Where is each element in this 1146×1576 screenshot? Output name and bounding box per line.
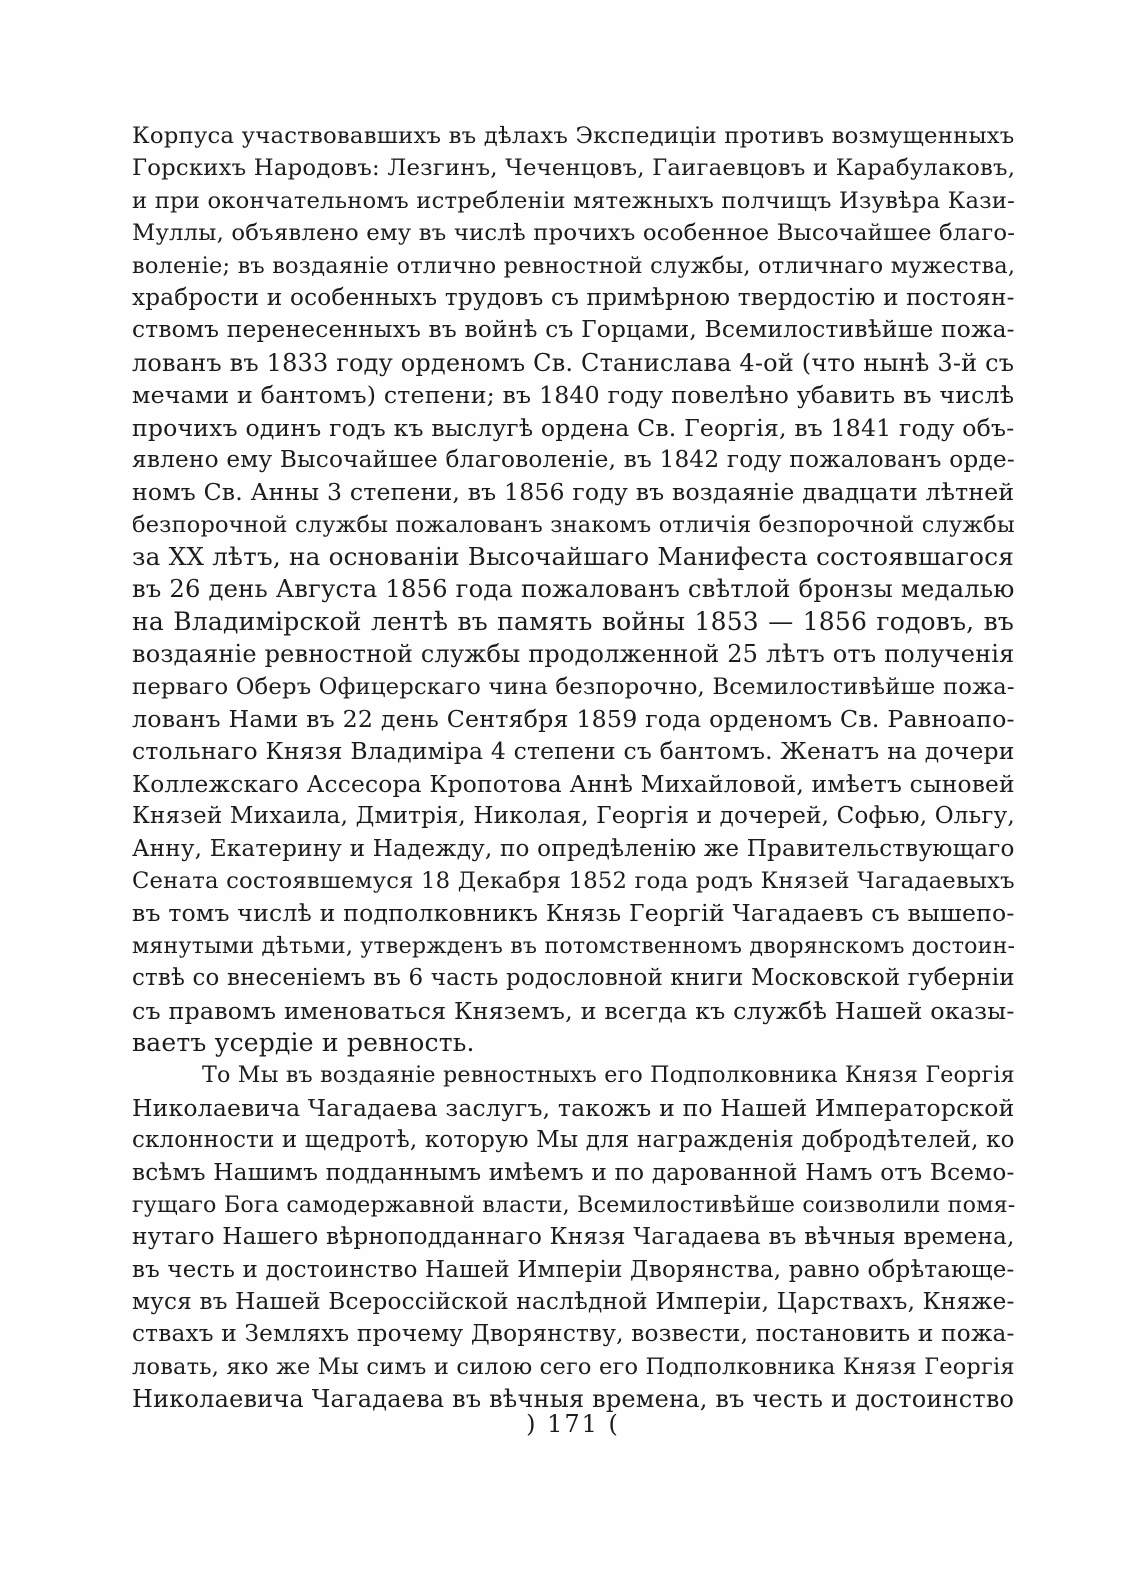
text-line: Николаевича Чагадаева въ вѣчныя времена, въ честь и достоинство bbox=[132, 1385, 1015, 1414]
text-line: прочихъ одинъ годъ къ выслугѣ ордена Св. Георгія, въ 1841 году объ- bbox=[132, 413, 1015, 442]
text-line: безпорочной службы пожалованъ знакомъ отличія безпорочной службы bbox=[132, 511, 1015, 538]
text-line: лованъ Нами въ 22 день Сентября 1859 года орденомъ Св. Равноапо- bbox=[132, 705, 1015, 734]
body-text bbox=[132, 120, 1014, 1416]
text-line: Корпуса участвовавшихъ въ дѣлахъ Экспедиціи противъ возмущенныхъ bbox=[132, 123, 1015, 149]
text-line: въ томъ числѣ и подполковникъ Князь Георгій Чагадаевъ съ вышепо- bbox=[132, 899, 1015, 928]
text-line: перваго Оберъ Офицерскаго чина безпорочно, Всемилостивѣйше пожа- bbox=[132, 673, 1015, 700]
text-line: Сената состоявшемуся 18 Декабря 1852 года родъ Князей Чагадаевыхъ bbox=[132, 867, 1015, 894]
text-line: лованъ въ 1833 году орденомъ Св. Станислава 4-ой (что нынѣ 3-й съ bbox=[132, 348, 1015, 377]
text-line: явлено ему Высочайшее благоволеніе, въ 1842 году пожалованъ орде- bbox=[132, 445, 1015, 473]
text-line: ловать, яко же Мы симъ и силою сего его Подполковника Князя Георгія bbox=[132, 1353, 1015, 1380]
text-line: гущаго Бога самодержавной власти, Всемилостивѣйше соизволили помя- bbox=[132, 1191, 1016, 1218]
text-line: нутаго Нашего вѣрноподданнаго Князя Чагадаева въ вѣчныя времена, bbox=[132, 1224, 1015, 1251]
text-line: храбрости и особенныхъ трудовъ съ примѣрною твердостію и постоян- bbox=[132, 284, 1015, 311]
text-line: всѣмъ Нашимъ подданнымъ имѣемъ и по дарованной Намъ отъ Всемо- bbox=[132, 1159, 1015, 1186]
text-line: Коллежскаго Ассесора Кропотова Аннѣ Михайловой, имѣетъ сыновей bbox=[132, 769, 1015, 798]
text-line: въ 26 день Августа 1856 года пожалованъ свѣтлой бронзы медалью bbox=[132, 575, 1015, 604]
text-line: ствомъ перенесенныхъ въ войнѣ съ Горцами, Всемилостивѣйше пожа- bbox=[132, 316, 1015, 344]
text-line: номъ Св. Анны 3 степени, въ 1856 году въ воздаяніе двадцати лѣтней bbox=[132, 478, 1015, 507]
text-line: ваетъ усердіе и ревность. bbox=[132, 1027, 475, 1057]
text-line: склонности и щедротѣ, которую Мы для награжденія добродѣтелей, ко bbox=[132, 1127, 1015, 1154]
text-line: Муллы, объявлено ему въ числѣ прочихъ особенное Высочайшее благо- bbox=[132, 220, 1016, 247]
text-line: Анну, Екатерину и Надежду, по опредѣленію же Правительствующаго bbox=[132, 835, 1015, 862]
text-line: мечами и бантомъ) степени; въ 1840 году повелѣно убавить въ числѣ bbox=[132, 381, 1015, 410]
text-line: муся въ Нашей Всероссійской наслѣдной Имперіи, Царствахъ, Княже- bbox=[132, 1289, 1015, 1316]
text-line: на Владимірской лентѣ въ память войны 1853 — 1856 годовъ, въ bbox=[132, 606, 1014, 636]
text-line: ствахъ и Земляхъ прочему Дворянству, возвести, постановить и пожа- bbox=[132, 1320, 1015, 1348]
page-number: ) 171 ( bbox=[526, 1410, 620, 1438]
text-line: стольнаго Князя Владиміра 4 степени съ бантомъ. Женатъ на дочери bbox=[132, 737, 1015, 766]
text-line: и при окончательномъ истребленіи мятежныхъ полчищъ Изувѣра Кази- bbox=[132, 187, 1015, 214]
text-line: воздаяніе ревностной службы продолженной 25 лѣтъ отъ полученія bbox=[132, 640, 1015, 669]
text-line: воленіе; въ воздаяніе отлично ревностной службы, отличнаго мужества, bbox=[132, 252, 1016, 279]
text-line: за XX лѣтъ, на основаніи Высочайшаго Манифеста состоявшагося bbox=[132, 542, 1014, 572]
text-line: Горскихъ Народовъ: Лезгинъ, Чеченцовъ, Гаигаевцовъ и Карабулаковъ, bbox=[132, 155, 1016, 182]
text-line: въ честь и достоинство Нашей Имперіи Дворянства, равно обрѣтающе- bbox=[132, 1256, 1015, 1283]
text-line: съ правомъ именоваться Княземъ, и всегда къ службѣ Нашей оказы- bbox=[132, 996, 1015, 1025]
text-line: ствѣ со внесеніемъ въ 6 часть родословной книги Московской губерніи bbox=[132, 965, 1015, 992]
text-line: Николаевича Чагадаева заслугъ, такожъ и по Нашей Императорской bbox=[132, 1093, 1015, 1122]
text-line: То Мы въ воздаяніе ревностныхъ его Подполковника Князя Георгія bbox=[202, 1062, 1015, 1089]
text-line: Князей Михаила, Дмитрія, Николая, Георгія и дочерей, Софью, Ольгу, bbox=[132, 803, 1015, 830]
text-line: мянутыми дѣтьми, утвержденъ въ потомственномъ дворянскомъ достоин- bbox=[132, 932, 1016, 959]
